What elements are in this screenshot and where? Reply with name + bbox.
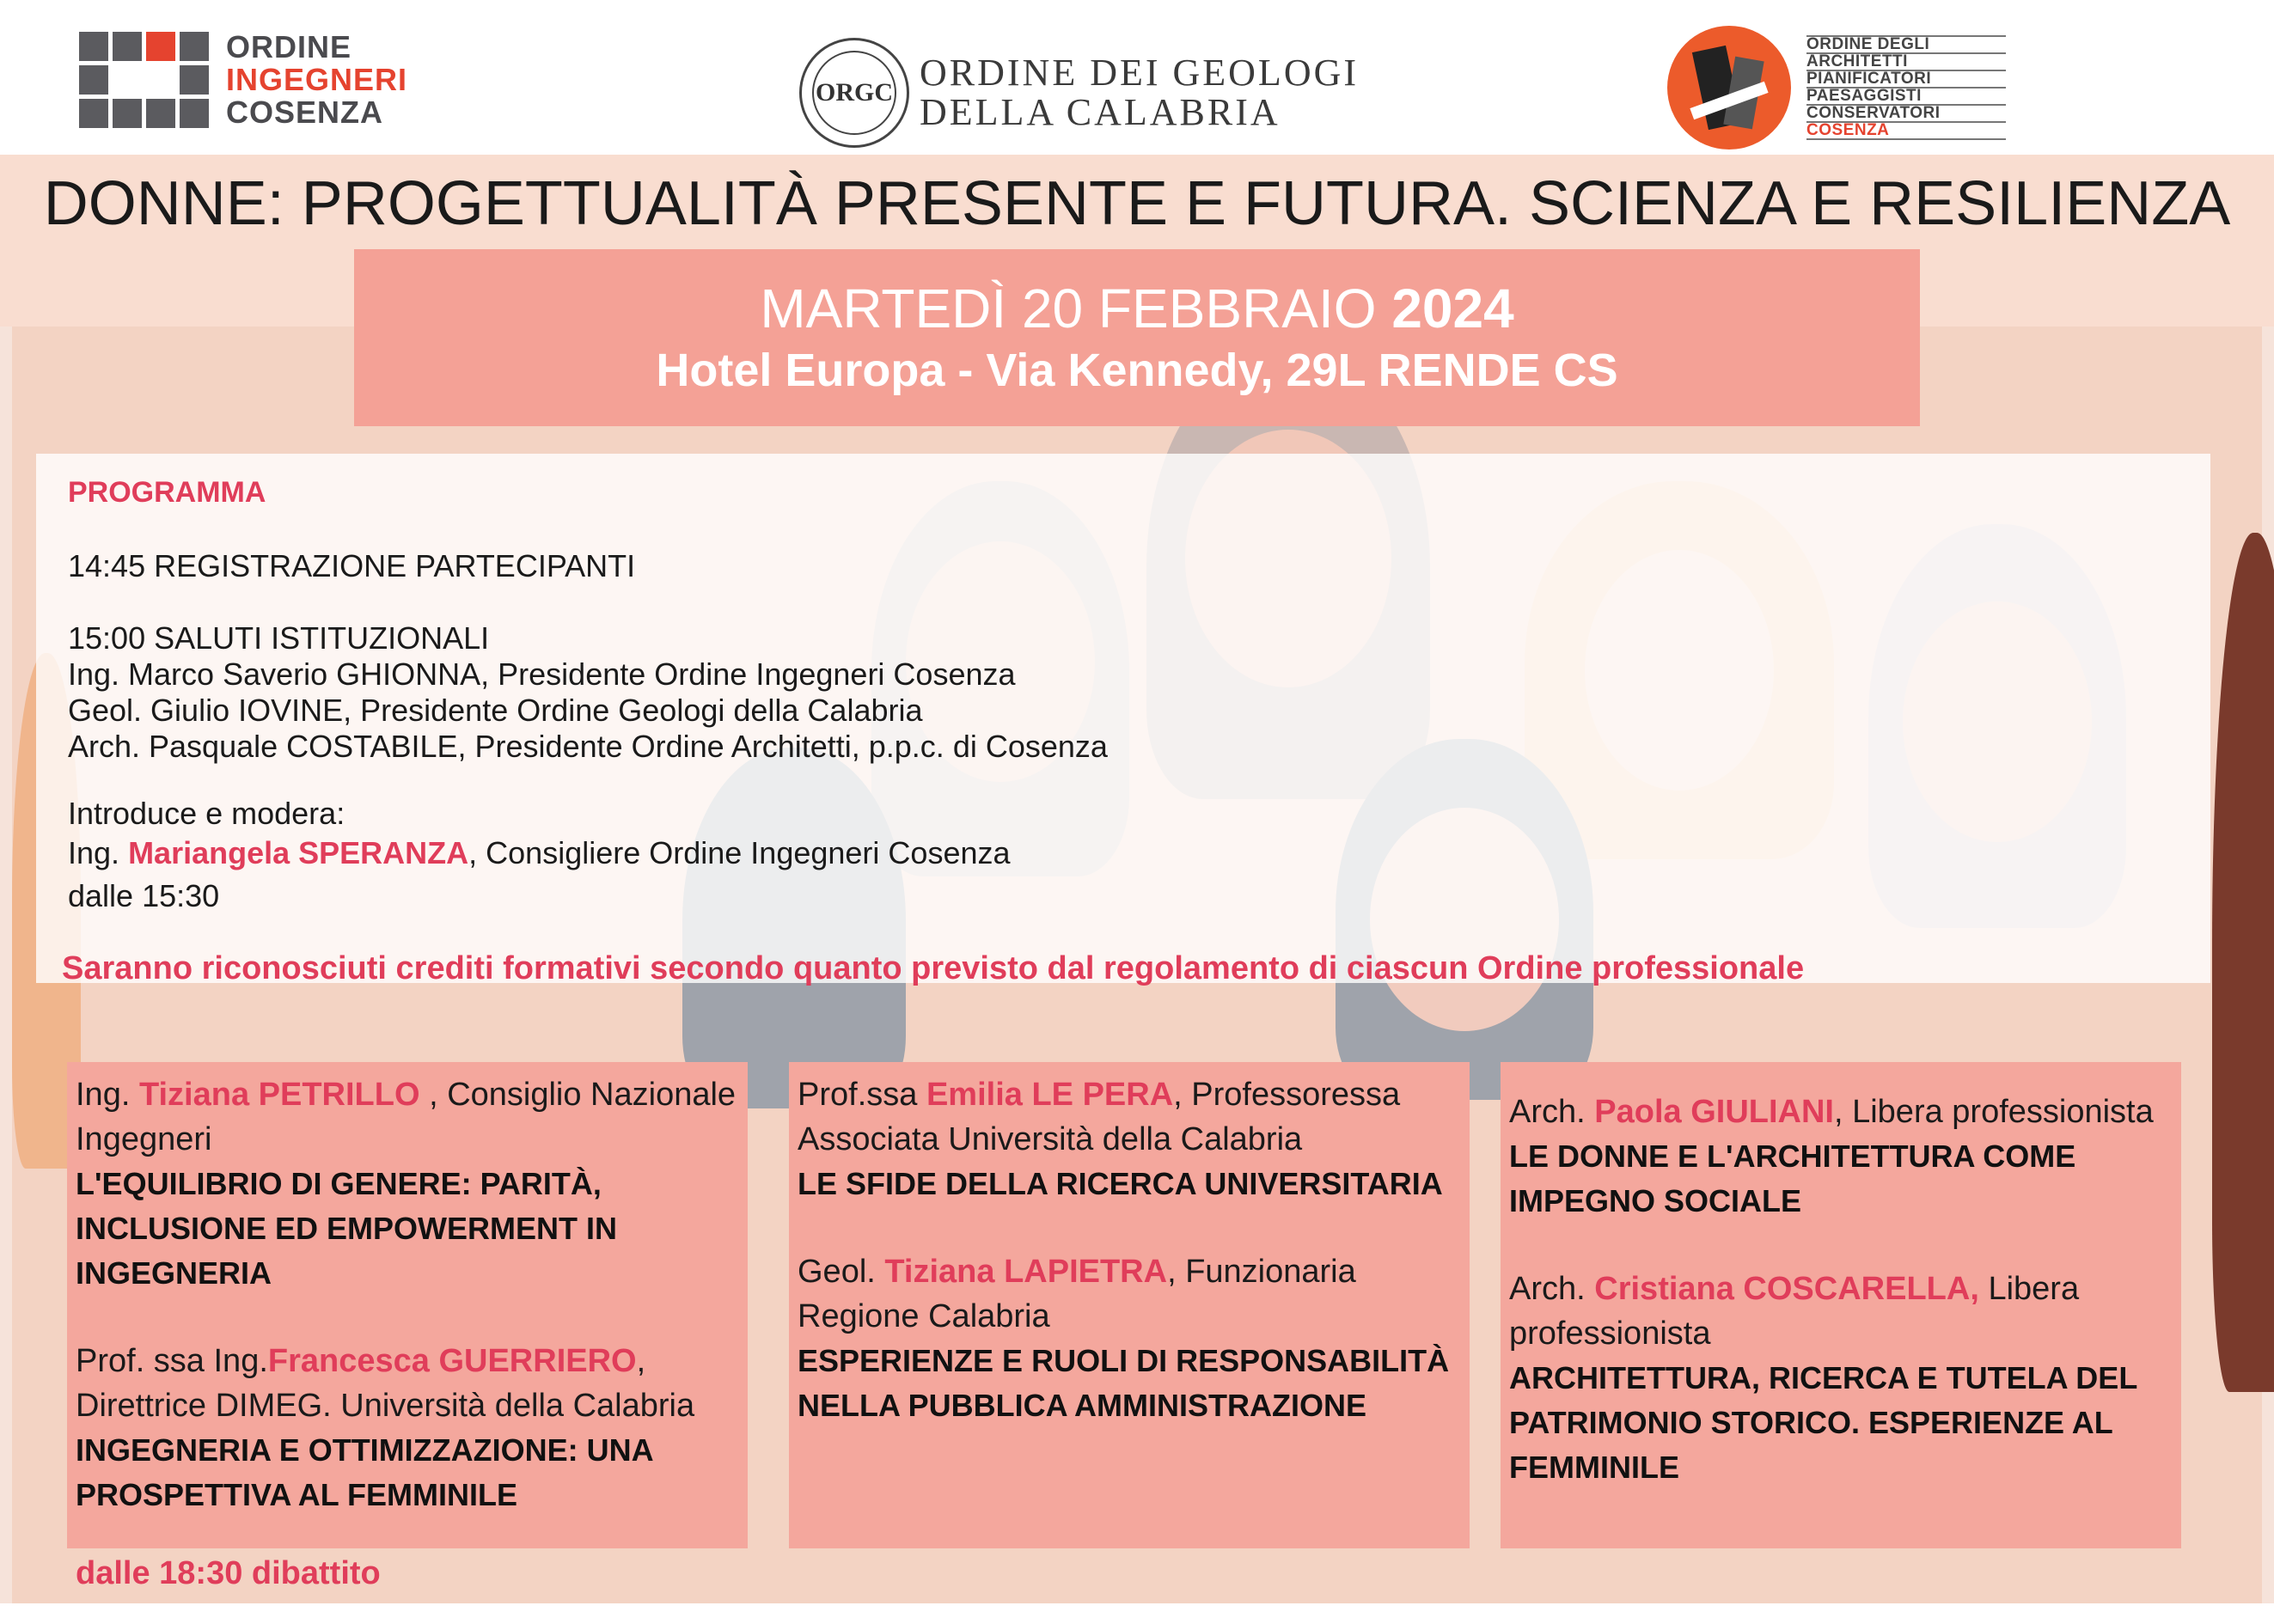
speaker-prefix: Geol. bbox=[798, 1254, 876, 1290]
event-venue: Hotel Europa - Via Kennedy, 29L RENDE CS bbox=[656, 345, 1618, 396]
credits-notice: Saranno riconosciuti crediti formativi secondo quanto previsto dal regolamento di ciascun Ordine professionale bbox=[62, 950, 1805, 986]
geologi-logo-text bbox=[920, 53, 1359, 132]
architetti-logo-text bbox=[1806, 35, 2006, 140]
speaker-role: , bbox=[636, 1343, 646, 1379]
speaker-name: Tiziana LAPIETRA bbox=[884, 1254, 1168, 1290]
speaker-prefix: Arch. bbox=[1509, 1094, 1586, 1130]
speaker-card bbox=[789, 1062, 1470, 1548]
date-text: MARTEDÌ 20 FEBBRAIO bbox=[760, 278, 1377, 339]
speaker-line bbox=[798, 1072, 1400, 1117]
geologi-line2: DELLA CALABRIA bbox=[920, 91, 1281, 133]
speaker-line bbox=[1509, 1090, 2154, 1134]
ingegneri-line2: INGEGNERI bbox=[226, 62, 408, 97]
speaker-role: Associata Università della Calabria bbox=[798, 1121, 1303, 1157]
program-start-time: dalle 15:30 bbox=[68, 878, 220, 913]
talk-title: LE DONNE E L'ARCHITETTURA COME bbox=[1509, 1139, 2076, 1174]
speaker-name: Emilia LE PERA bbox=[926, 1077, 1174, 1113]
architetti-city: COSENZA bbox=[1806, 121, 2006, 140]
ordine-architetti-logo bbox=[1667, 26, 2006, 150]
speaker-name: Paola GIULIANI bbox=[1594, 1094, 1834, 1130]
architetti-line: PAESAGGISTI bbox=[1806, 87, 2006, 104]
bottom-border bbox=[0, 1603, 2274, 1624]
program-heading: PROGRAMMA bbox=[68, 476, 266, 509]
speaker-role: Regione Calabria bbox=[798, 1298, 1050, 1334]
program-moderator bbox=[68, 835, 1011, 871]
program-greetings-title: 15:00 SALUTI ISTITUZIONALI bbox=[68, 620, 490, 656]
illustration-hair bbox=[2212, 533, 2274, 1392]
talk-title: INGEGNERIA bbox=[76, 1255, 272, 1291]
ordine-ingegneri-logo bbox=[79, 31, 407, 129]
speaker-line bbox=[76, 1072, 736, 1117]
program-greeting-item: Arch. Pasquale COSTABILE, Presidente Ordine Architetti, p.p.c. di Cosenza bbox=[68, 729, 1108, 764]
architetti-line: CONSERVATORI bbox=[1806, 104, 2006, 121]
speaker-role: , Libera professionista bbox=[1833, 1094, 2154, 1130]
program-panel bbox=[36, 454, 2210, 983]
architetti-building-icon bbox=[1667, 26, 1791, 150]
speaker-prefix: Arch. bbox=[1509, 1271, 1586, 1307]
speaker-line bbox=[1509, 1267, 2079, 1311]
speaker-prefix: Prof. ssa Ing. bbox=[76, 1343, 268, 1379]
ingegneri-line3: COSENZA bbox=[226, 95, 384, 130]
talk-title: ESPERIENZE E RUOLI DI RESPONSABILITÀ bbox=[798, 1343, 1450, 1378]
ingegneri-logo-mark bbox=[79, 32, 209, 128]
speaker-role: Libera bbox=[1978, 1271, 2080, 1307]
geologi-seal-text: ORGC bbox=[816, 78, 893, 107]
talk-title: L'EQUILIBRIO DI GENERE: PARITÀ, bbox=[76, 1166, 602, 1201]
speaker-name: Francesca GUERRIERO bbox=[267, 1343, 637, 1379]
talk-title: ARCHITETTURA, RICERCA E TUTELA DEL bbox=[1509, 1360, 2138, 1395]
event-title: DONNE: PROGETTUALITÀ PRESENTE E FUTURA. SCIENZA E RESILIENZA bbox=[43, 169, 2231, 238]
speaker-role: professionista bbox=[1509, 1316, 1711, 1352]
architetti-line: ORDINE DEGLI bbox=[1806, 35, 2006, 52]
speaker-role: , Consiglio Nazionale bbox=[419, 1077, 737, 1113]
geologi-seal-icon bbox=[799, 38, 909, 148]
speaker-prefix: Ing. bbox=[76, 1077, 131, 1113]
ingegneri-logo-text bbox=[226, 31, 407, 129]
speaker-name: Tiziana PETRILLO bbox=[138, 1077, 420, 1113]
speaker-prefix: Prof.ssa bbox=[798, 1077, 918, 1113]
speaker-role: , Professoressa bbox=[1173, 1077, 1401, 1113]
talk-title: IMPEGNO SOCIALE bbox=[1509, 1183, 1802, 1218]
talk-title: FEMMINILE bbox=[1509, 1450, 1679, 1485]
date-venue-banner bbox=[354, 249, 1920, 426]
event-date bbox=[354, 277, 1920, 340]
program-moderator-intro: Introduce e modera: bbox=[68, 796, 345, 831]
talk-title: LE SFIDE DELLA RICERCA UNIVERSITARIA bbox=[798, 1166, 1443, 1201]
speaker-line bbox=[798, 1249, 1356, 1294]
speaker-role: Direttrice DIMEG. Università della Calabria bbox=[76, 1388, 695, 1424]
program-greeting-item: Geol. Giulio IOVINE, Presidente Ordine Geologi della Calabria bbox=[68, 693, 923, 728]
geologi-line1: ORDINE DEI GEOLOGI bbox=[920, 52, 1360, 94]
program-greeting-item: Ing. Marco Saverio GHIONNA, Presidente Ordine Ingegneri Cosenza bbox=[68, 656, 1016, 692]
talk-title: INCLUSIONE ED EMPOWERMENT IN bbox=[76, 1211, 618, 1246]
program-registration: 14:45 REGISTRAZIONE PARTECIPANTI bbox=[68, 548, 636, 583]
ingegneri-line1: ORDINE bbox=[226, 29, 352, 64]
speaker-role: , Funzionaria bbox=[1167, 1254, 1356, 1290]
header bbox=[0, 0, 2274, 155]
ordine-geologi-logo bbox=[799, 38, 1359, 148]
architetti-line: ARCHITETTI bbox=[1806, 52, 2006, 70]
moderator-role: , Consigliere Ordine Ingegneri Cosenza bbox=[468, 835, 1011, 870]
speaker-line bbox=[76, 1339, 645, 1383]
speaker-card bbox=[67, 1062, 748, 1548]
speaker-role: Ingegneri bbox=[76, 1121, 212, 1157]
moderator-name: Mariangela SPERANZA bbox=[128, 835, 469, 870]
talk-title: PATRIMONIO STORICO. ESPERIENZE AL bbox=[1509, 1405, 2113, 1440]
speaker-name: Cristiana COSCARELLA, bbox=[1594, 1271, 1979, 1307]
talk-title: PROSPETTIVA AL FEMMINILE bbox=[76, 1477, 518, 1512]
architetti-line: PIANIFICATORI bbox=[1806, 70, 2006, 87]
speaker-card bbox=[1501, 1062, 2181, 1548]
talk-title: NELLA PUBBLICA AMMINISTRAZIONE bbox=[798, 1388, 1366, 1423]
moderator-prefix: Ing. bbox=[68, 835, 120, 870]
closing-debate: dalle 18:30 dibattito bbox=[76, 1555, 381, 1591]
date-year: 2024 bbox=[1391, 278, 1514, 339]
talk-title: INGEGNERIA E OTTIMIZZAZIONE: UNA bbox=[76, 1432, 654, 1468]
